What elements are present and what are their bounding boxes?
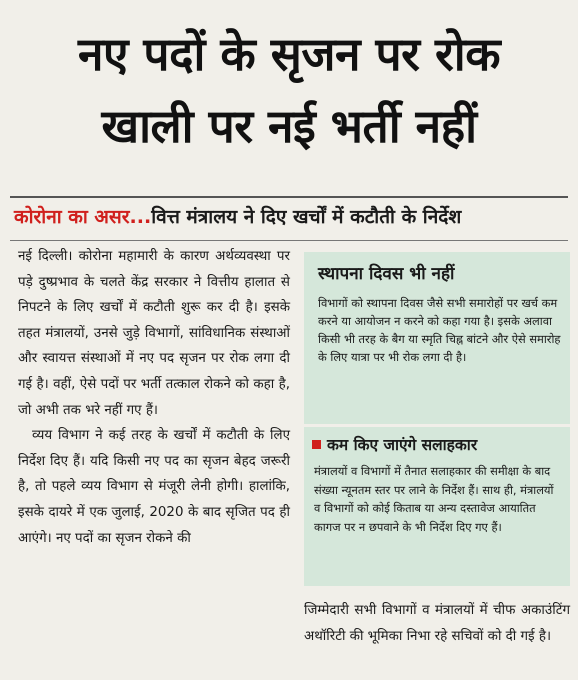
article-paragraph-3: जिम्मेदारी सभी विभागों व मंत्रालयों में चीफ अकाउंटिंग अथॉरिटी की भूमिका निभा रहे सचिवों को दी गई है। (304, 603, 570, 644)
kicker-text: वित्त मंत्रालय ने दिए खर्चों में कटौती के निर्देश (151, 206, 462, 228)
kicker-highlight: कोरोना का असर... (14, 206, 152, 228)
box1-text: विभागों को स्थापना दिवस जैसे सभी समारोहों पर खर्च कम करने या आयोजन न करने को कहा गया है। इसके अलावा किसी भी तरह के बैग या स्मृति चिह्न बांटने और ऐसे समारोह के लिए यात्रा पर भी रोक लगा दी है। (318, 296, 561, 364)
article-left-column (18, 244, 290, 551)
headline-line-1: नए पदों के सृजन पर रोक (77, 27, 501, 81)
article-paragraph-2: व्यय विभाग ने कई तरह के खर्चों में कटौती के लिए निर्देश दिए हैं। यदि किसी नए पद का सृजन बेहद जरूरी है, तो पहले व्यय विभाग से मंजूरी लेनी होगी। हालांकि, इसके दायरे में एक जुलाई, 2020 के बाद सृजित पद ही आएंगे। नए पदों का सृजन रोकने की (18, 428, 290, 546)
box2-title: कम किए जाएंगे सलाहकार (327, 436, 478, 454)
box1-title: स्थापना दिवस भी नहीं (318, 264, 455, 284)
kicker-top-rule (10, 196, 568, 198)
kicker-bottom-rule (10, 240, 568, 241)
article-paragraph-1: नई दिल्ली। कोरोना महामारी के कारण अर्थव्यवस्था पर पड़े दुष्प्रभाव के चलते केंद्र सरकार ने वित्तीय हालात से निपटने के लिए खर्चों में कटौती शुरू कर दी है। इसके तहत मंत्रालयों, उनसे जुड़े विभागों, सांविधानिक संस्थाओं और स्वायत्त संस्थाओं में नए पद सृजन पर रोक लगा दी गई है। वहीं, ऐसे पदों पर भर्ती तत्काल रोकने को कहा है, जो अभी तक भरे नहीं गए हैं। (18, 249, 290, 418)
headline-line-2: खाली पर नई भर्ती नहीं (101, 99, 477, 153)
sidebar-box-separator (304, 424, 570, 427)
box2-heading (312, 433, 477, 457)
red-square-bullet-icon (312, 440, 321, 449)
kicker-line (14, 200, 566, 234)
headline (10, 18, 568, 162)
box2-text: मंत्रालयों व विभागों में तैनात सलाहकार की समीक्षा के बाद संख्या न्यूनतम स्तर पर लाने के निर्देश हैं। साथ ही, मंत्रालयों व विभागों को कोई किताब या अन्य दस्तावेज आयातित कागज पर न छपवाने के भी निर्देश दिए गए हैं। (314, 464, 554, 534)
